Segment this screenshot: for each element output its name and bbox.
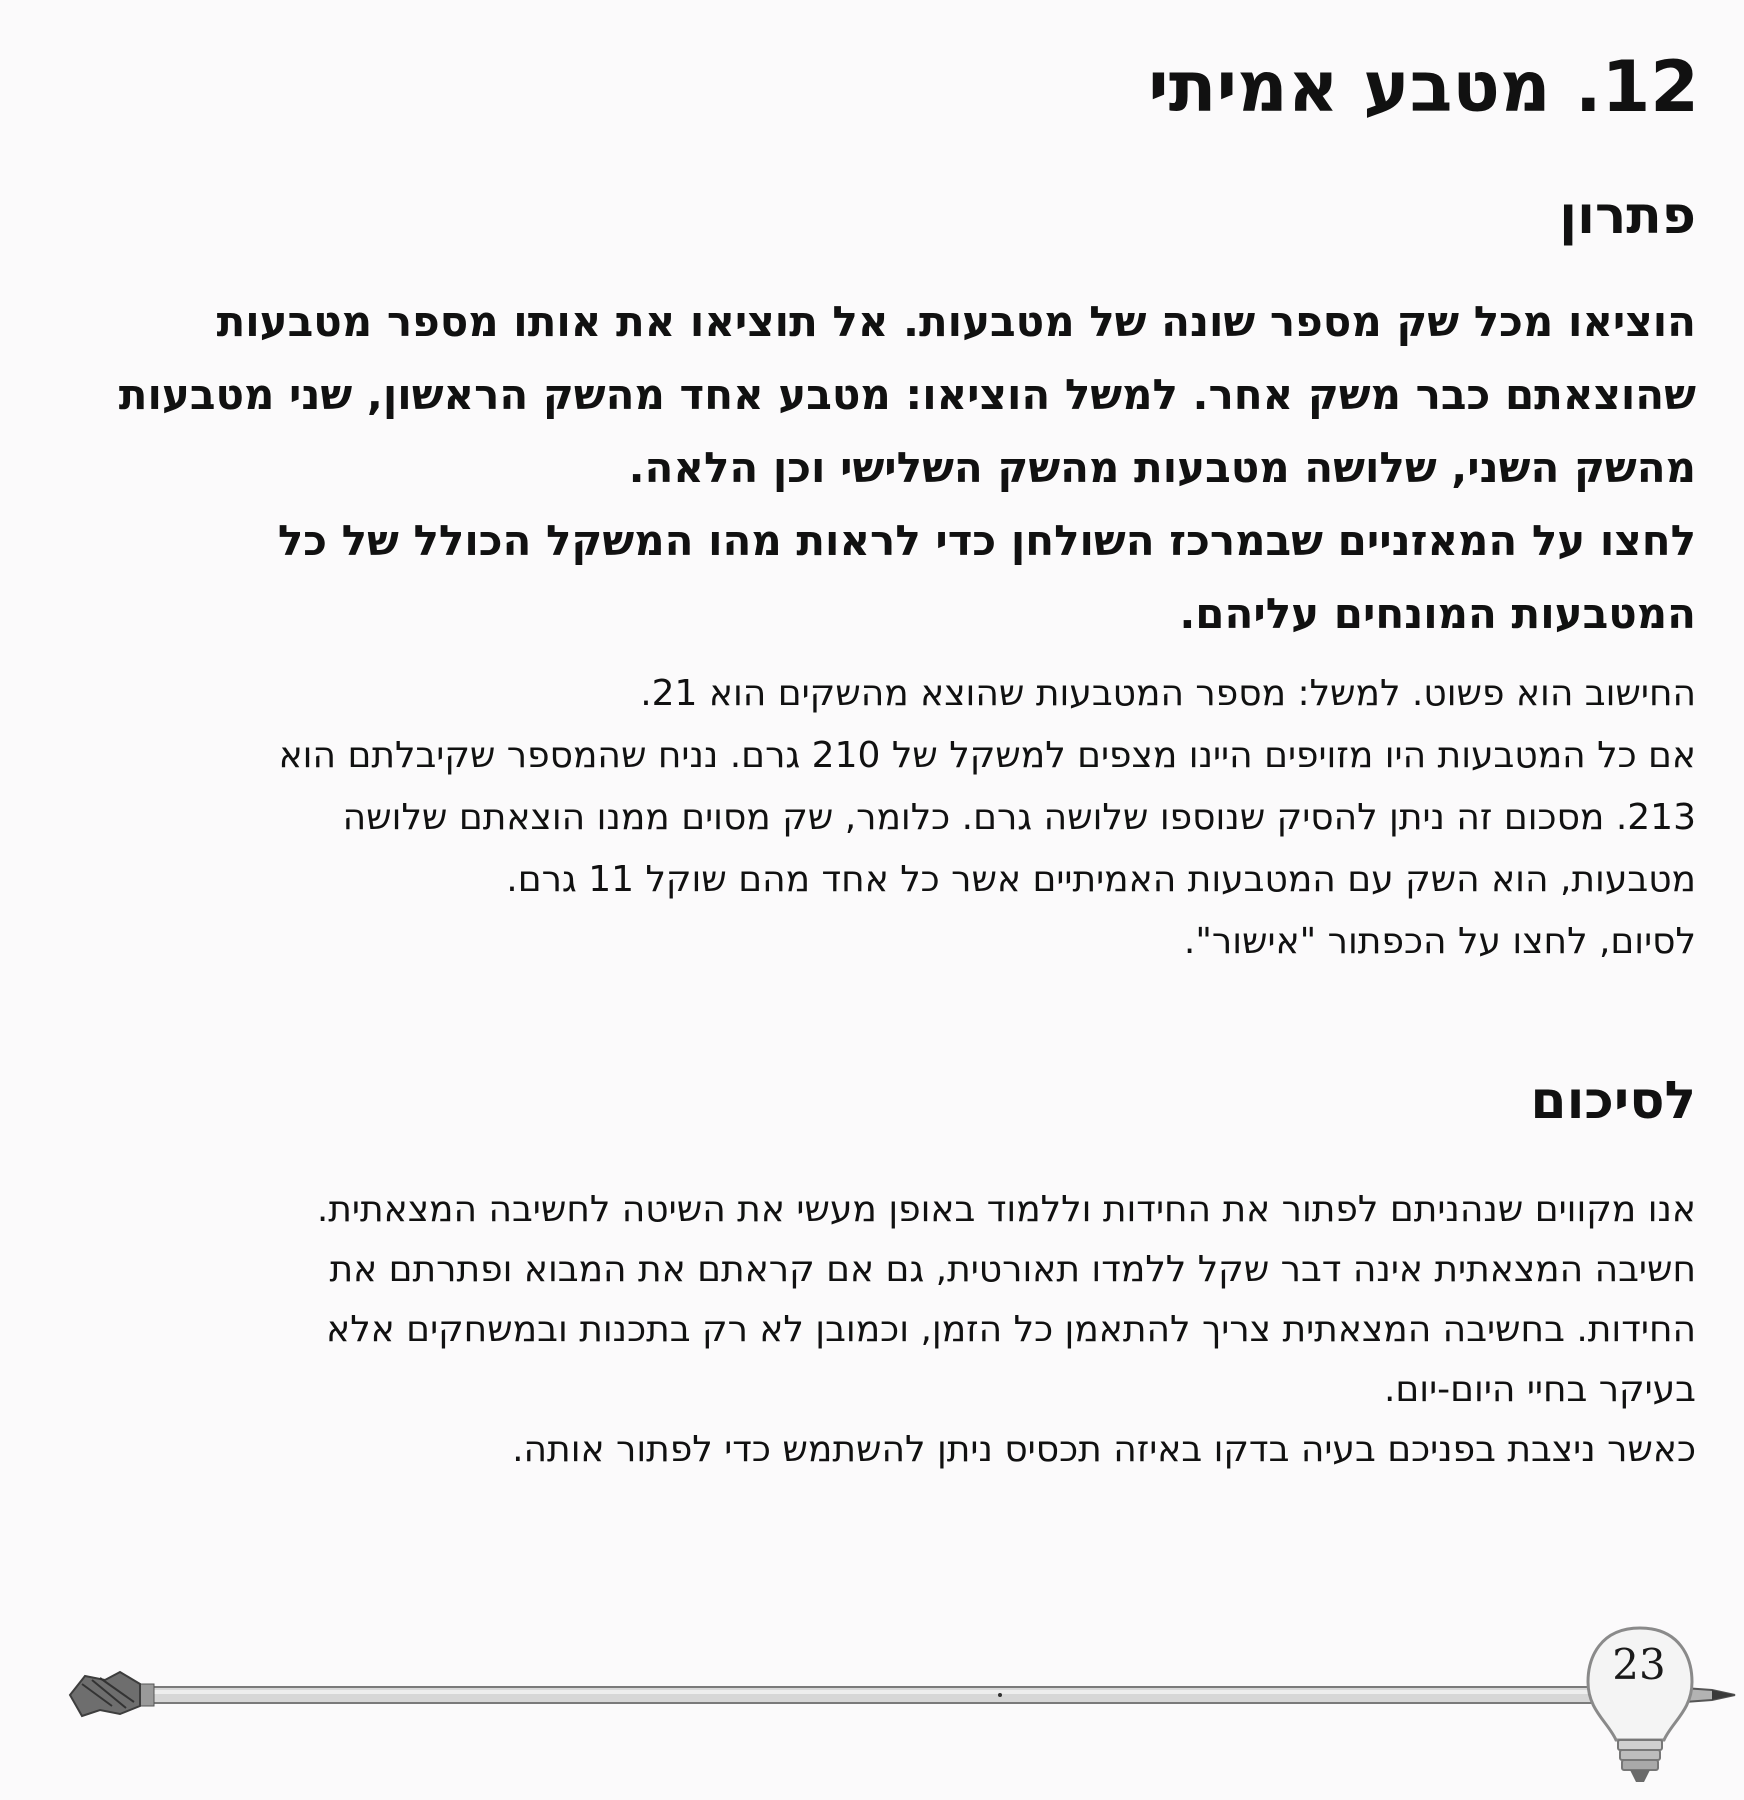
solution-text-line: החישוב הוא פשוט. למשל: מספר המטבעות שהוצא מהשקים הוא 21. <box>640 673 1696 714</box>
summary-text-line: בעיקר בחיי היום-יום. <box>1383 1369 1696 1410</box>
solution-bold-line: לחצו על המאזניים שבמרכז השולחן כדי לראות מהו המשקל הכולל של כל <box>277 516 1696 565</box>
solution-text-line: 213. מסכום זה ניתן להסיק שנוספו שלושה גרם. כלומר, שק מסוים ממנו הוצאתם שלושה <box>342 797 1696 838</box>
solution-text-line: לסיום, לחצו על הכפתור "אישור". <box>1183 921 1696 962</box>
page-title: 12. מטבע אמיתי <box>1148 46 1699 128</box>
summary-text-line: כאשר ניצבת בפניכם בעיה בדקו באיזה תכסיס ניתן להשתמש כדי לפתור אותה. <box>512 1429 1696 1470</box>
summary-text-line: חשיבה המצאתית אינה דבר שקל ללמדו תאורטית, גם אם קראתם את המבוא ופתרתם את <box>329 1249 1696 1290</box>
solution-explanation-paragraph <box>46 663 1696 973</box>
solution-text-line: מטבעות, הוא השק עם המטבעות האמיתיים אשר כל אחד מהם שוקל 11 גרם. <box>506 859 1696 900</box>
solution-bold-paragraph <box>46 285 1696 650</box>
summary-heading: לסיכום <box>1530 1071 1696 1131</box>
solution-text-line: אם כל המטבעות היו מזויפים היינו מצפים למשקל של 210 גרם. נניח שהמספר שקיבלתם הוא <box>278 735 1696 776</box>
solution-bold-line: שהוצאתם כבר משק אחר. למשל הוציאו: מטבע אחד מהשק הראשון, שני מטבעות <box>118 370 1696 419</box>
footer-decoration <box>0 1610 1744 1800</box>
solution-bold-line: מהשק השני, שלושה מטבעות מהשק השלישי וכן הלאה. <box>628 443 1696 492</box>
page-number: 23 <box>1612 1640 1666 1689</box>
pencil-icon <box>70 1672 1735 1716</box>
solution-bold-line: הוציאו מכל שק מספר שונה של מטבעות. אל תוציאו את אותו מספר מטבעות <box>216 297 1696 346</box>
summary-text-line: החידות. בחשיבה המצאתית צריך להתאמן כל הזמן, וכמובן לא רק בתכנות ובמשחקים אלא <box>326 1309 1696 1350</box>
solution-bold-line: המטבעות המונחים עליהם. <box>1179 589 1696 638</box>
summary-paragraph <box>46 1180 1696 1480</box>
summary-text-line: אנו מקווים שנהניתם לפתור את החידות וללמוד באופן מעשי את השיטה לחשיבה המצאתית. <box>316 1189 1696 1230</box>
solution-heading: פתרון <box>1559 186 1696 246</box>
